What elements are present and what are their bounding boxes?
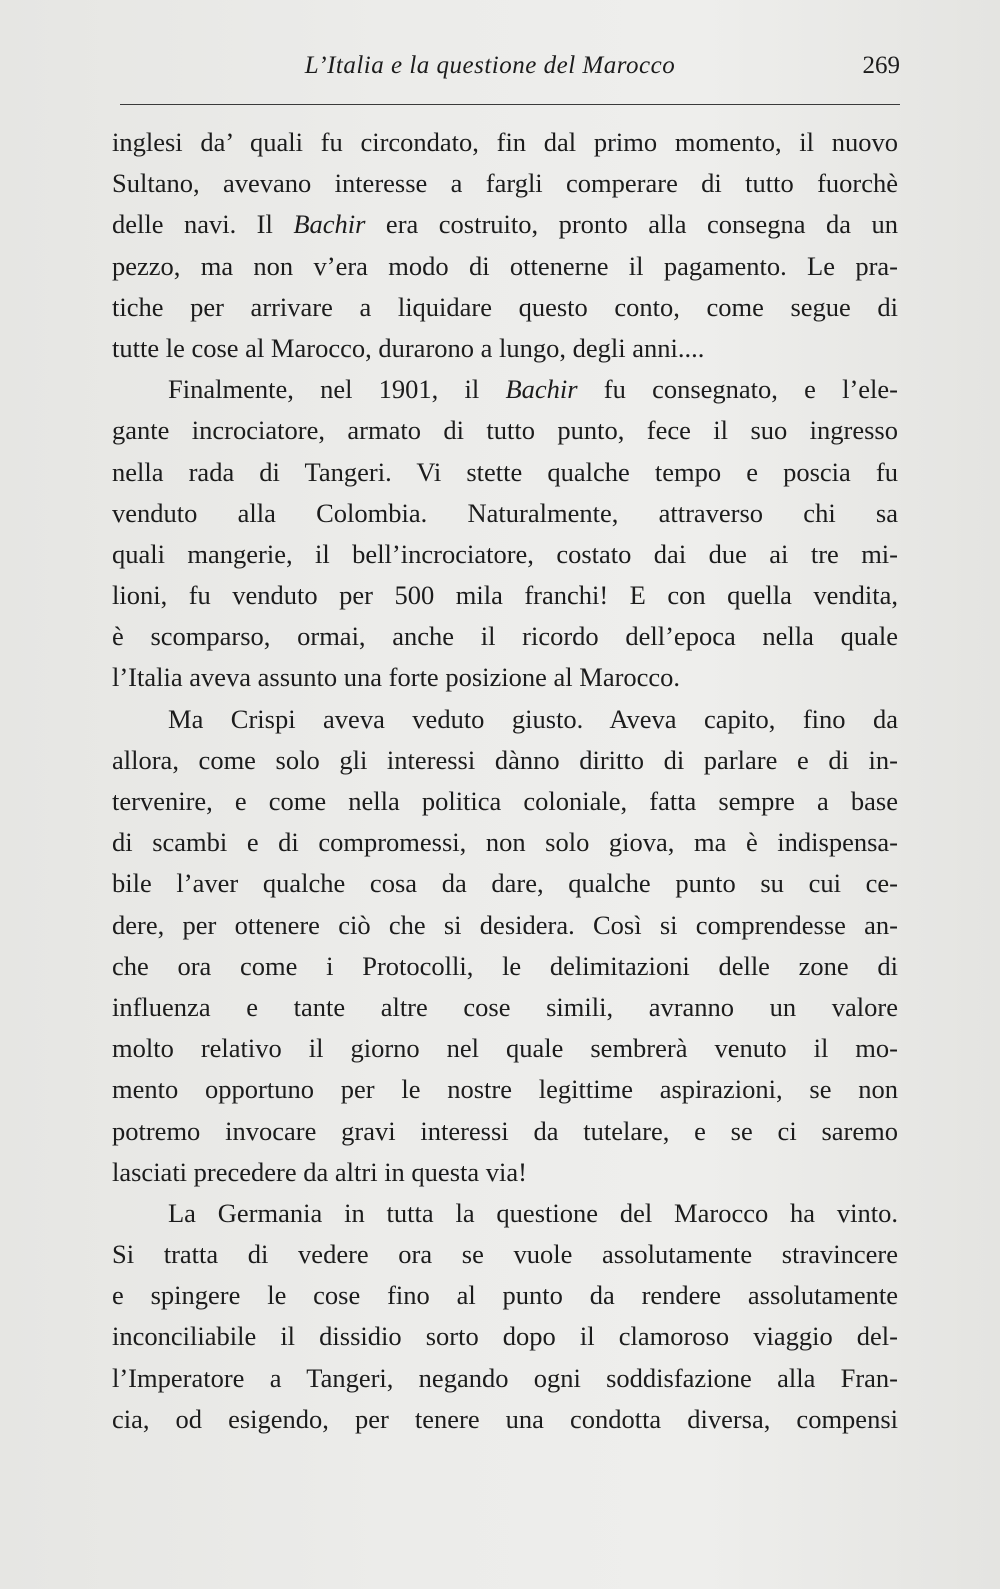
ship-name: Bachir [293, 209, 366, 240]
text-line: influenza e tante altre cose simili, avranno un valore [112, 991, 898, 1022]
text-line: è scomparso, ormai, anche il ricordo dell’epoca nella quale [112, 621, 898, 652]
text-line: gante incrociatore, armato di tutto punto, fece il suo ingresso [112, 415, 898, 446]
text-run: fu consegnato, e l’ele- [577, 374, 898, 405]
text-line: Ma Crispi aveva veduto giusto. Aveva capito, fino da [168, 703, 898, 734]
text-line: l’Imperatore a Tangeri, negando ogni soddisfazione alla Fran- [112, 1362, 898, 1393]
text-line: inglesi da’ quali fu circondato, fin dal primo momento, il nuovo [112, 127, 898, 157]
text-line: lasciati precedere da altri in questa via! [112, 1156, 527, 1187]
text-line [112, 204, 898, 245]
body-text [112, 122, 898, 1440]
text-line: quali mangerie, il bell’incrociatore, costato dai due ai tre mi- [112, 538, 898, 569]
text-line: bile l’aver qualche cosa da dare, qualche punto su cui ce- [112, 868, 898, 899]
ship-name: Bachir [505, 374, 578, 405]
text-line: che ora come i Protocolli, le delimitazioni delle zone di [112, 950, 898, 981]
text-line: allora, come solo gli interessi dànno diritto di parlare e di in- [112, 744, 898, 775]
text-run: delle navi. Il [112, 209, 294, 240]
text-line: tervenire, e come nella politica coloniale, fatta sempre a base [112, 786, 898, 816]
page-header [120, 52, 900, 92]
text-line: l’Italia aveva assunto una forte posizione al Marocco. [112, 662, 681, 693]
text-line: nella rada di Tangeri. Vi stette qualche tempo e poscia fu [112, 456, 898, 487]
text-line: Si tratta di vedere ora se vuole assolutamente stravincere [112, 1239, 898, 1270]
text-line: e spingere le cose fino al punto da rendere assolutamente [112, 1280, 898, 1311]
text-line: pezzo, ma non v’era modo di ottenerne il pagamento. Le pra- [112, 250, 898, 281]
text-line: dere, per ottenere ciò che si desidera. Così si comprendesse an- [112, 909, 898, 940]
page-number: 269 [862, 52, 900, 79]
text-line: Sultano, avevano interesse a fargli comperare di tutto fuorchè [112, 168, 898, 199]
text-run: Finalmente, nel 1901, il [168, 374, 506, 405]
text-line: tiche per arrivare a liquidare questo conto, come segue di [112, 291, 898, 322]
text-line: molto relativo il giorno nel quale sembrerà venuto il mo- [112, 1033, 898, 1064]
text-line: lioni, fu venduto per 500 mila franchi! E con quella vendita, [112, 580, 898, 611]
text-run: era costruito, pronto alla consegna da un [365, 209, 898, 240]
text-line: La Germania in tutta la questione del Marocco ha vinto. [168, 1197, 898, 1228]
text-line [112, 369, 898, 410]
text-line: cia, od esigendo, per tenere una condotta diversa, compensi [112, 1403, 898, 1434]
text-line: inconciliabile il dissidio sorto dopo il clamoroso viaggio del- [112, 1321, 898, 1352]
running-title: L’Italia e la questione del Marocco [304, 52, 676, 79]
text-line: venduto alla Colombia. Naturalmente, attraverso chi sa [112, 497, 898, 528]
header-rule [120, 104, 900, 105]
text-line: potremo invocare gravi interessi da tutelare, e se ci saremo [112, 1115, 898, 1146]
text-line: di scambi e di compromessi, non solo giova, ma è indispensa- [112, 827, 898, 858]
text-line: mento opportuno per le nostre legittime aspirazioni, se non [112, 1074, 898, 1105]
text-line: tutte le cose al Marocco, durarono a lungo, degli anni.... [112, 332, 705, 363]
